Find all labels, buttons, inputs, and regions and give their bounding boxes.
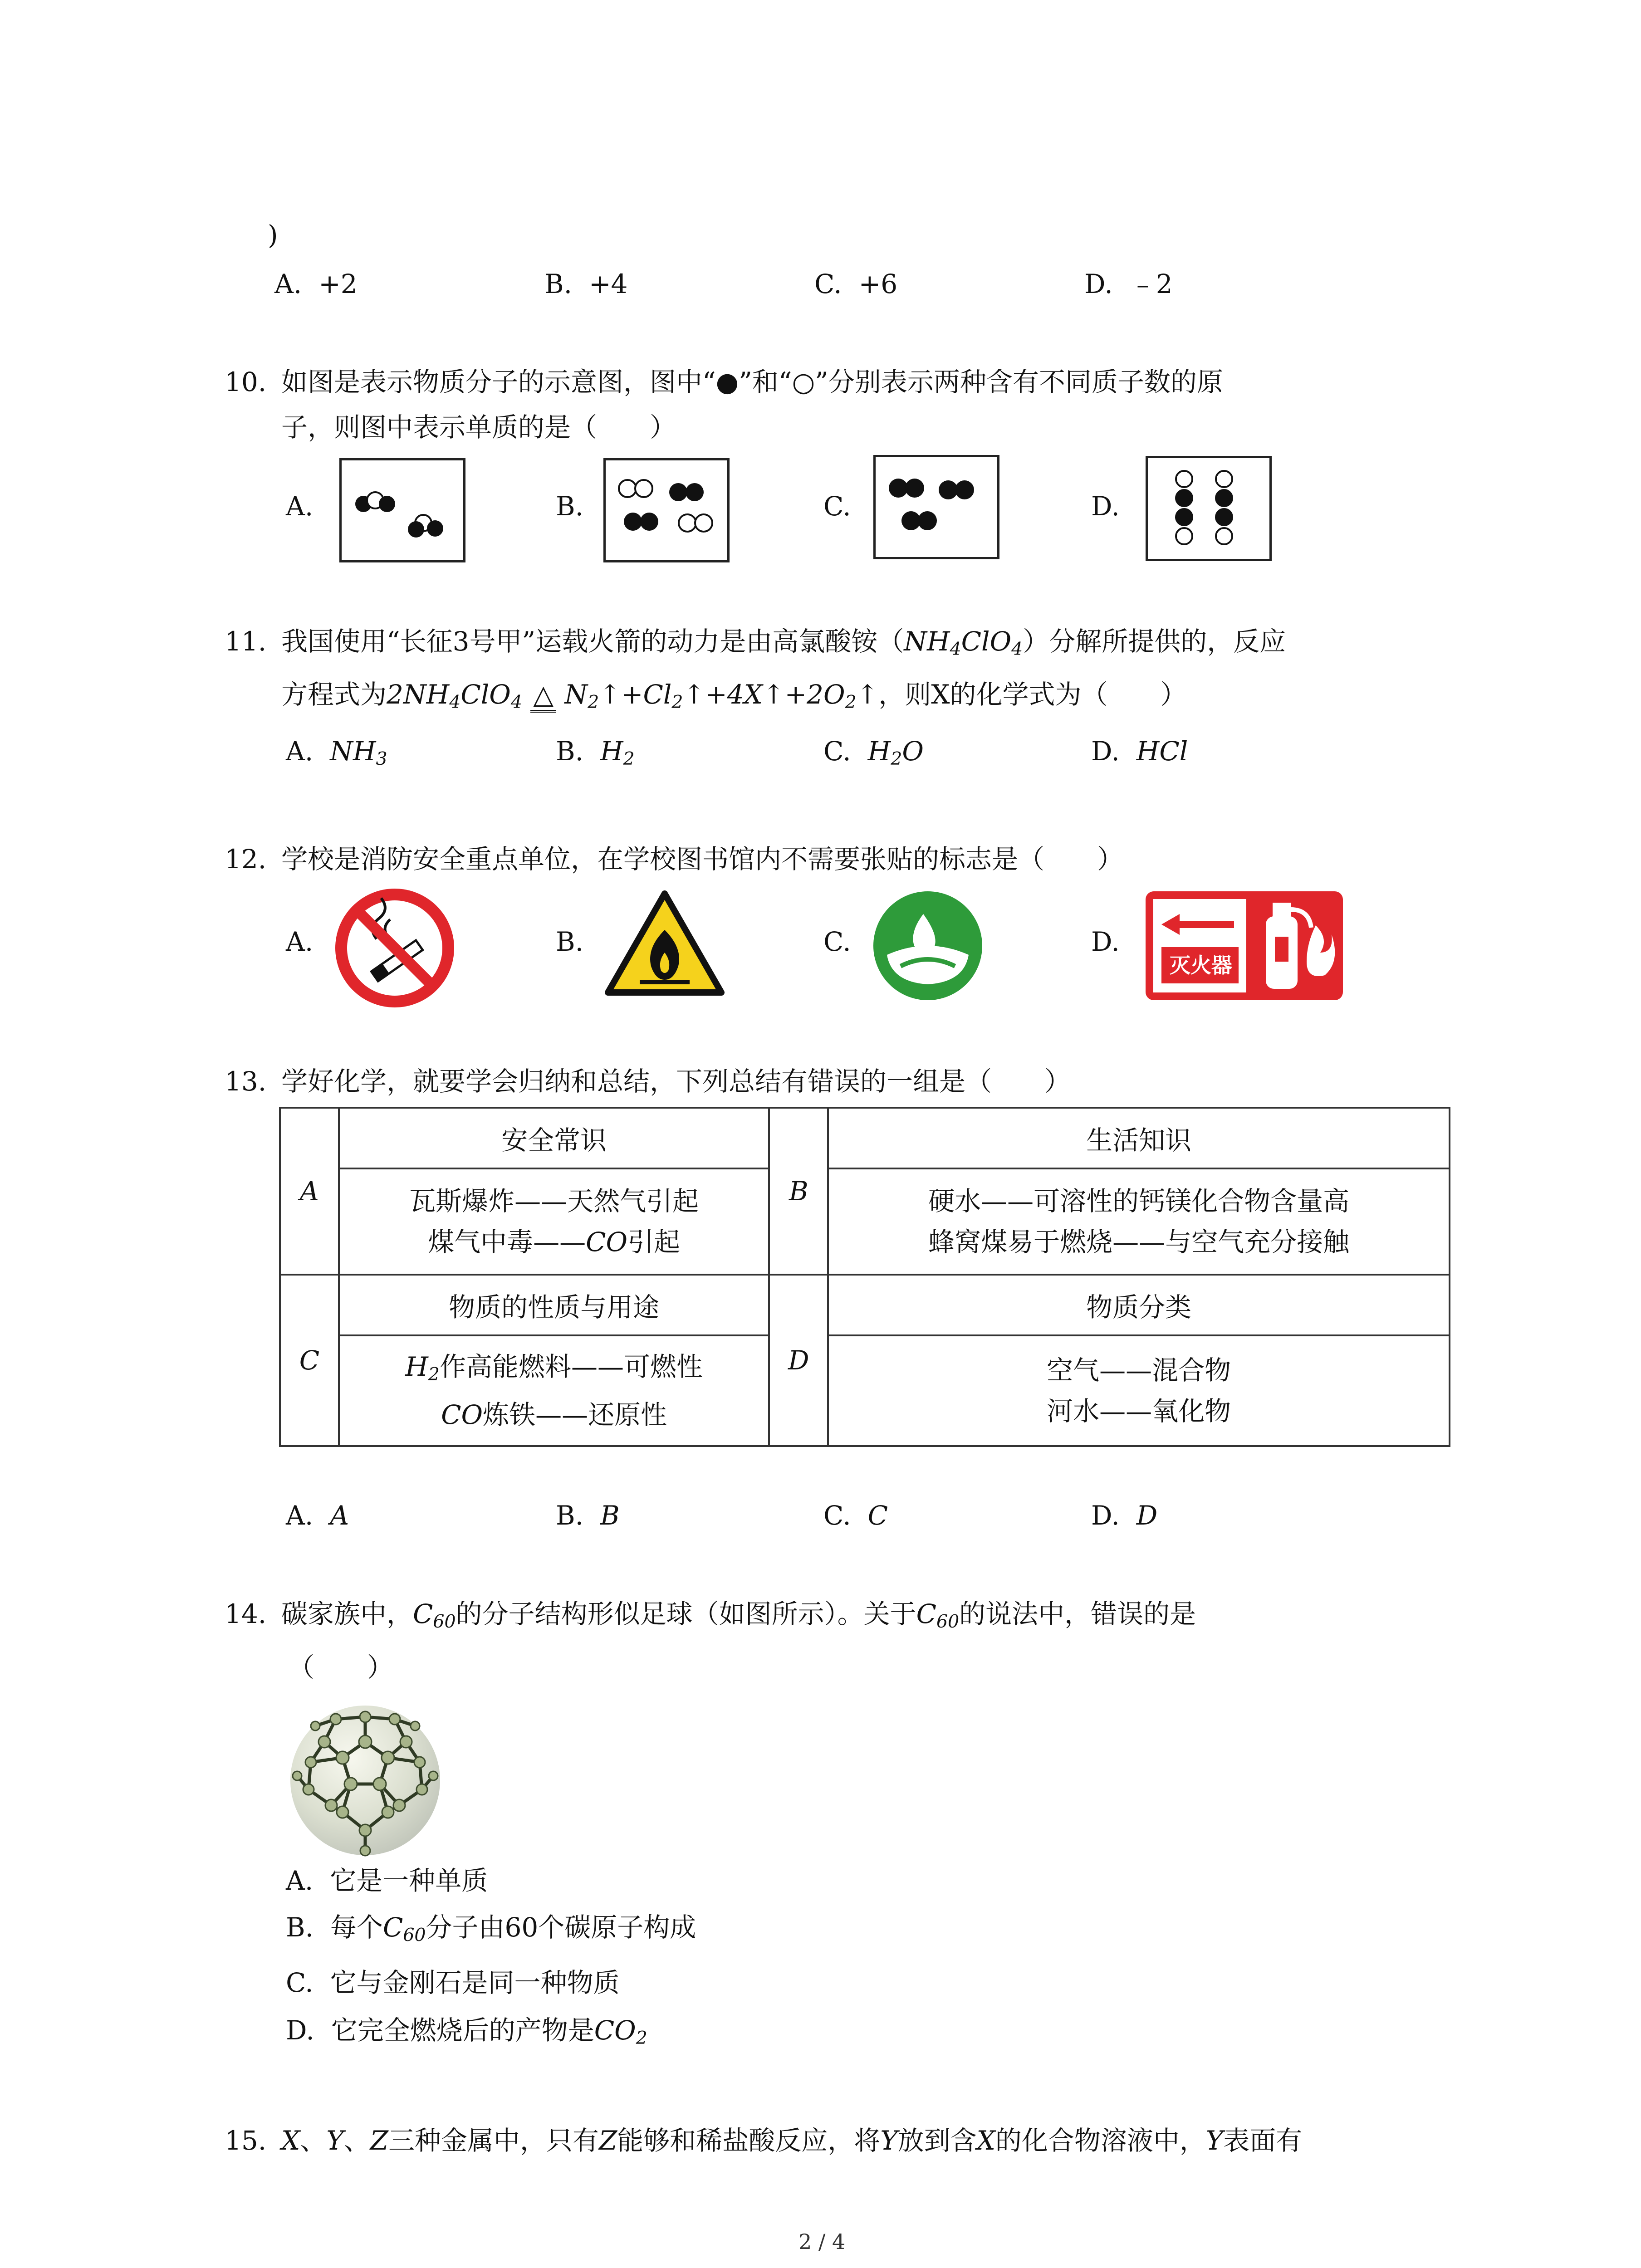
option-a: A. +2 bbox=[274, 269, 358, 299]
cell-body-b: 硬水——可溶性的钙镁化合物含量高 蜂窝煤易于燃烧——与空气充分接触 bbox=[828, 1168, 1450, 1275]
option-d: D. ﹣2 bbox=[1084, 269, 1173, 299]
molecule-diagram-d bbox=[1146, 456, 1272, 561]
cell-label-a: A bbox=[280, 1108, 339, 1275]
cell-head-d: 物质分类 bbox=[828, 1275, 1450, 1335]
q10-option-b-label: B. bbox=[556, 491, 584, 522]
cell-label-c: C bbox=[280, 1275, 339, 1446]
q12-option-d-label: D. bbox=[1091, 926, 1120, 957]
q11-option-a: A. $NH_3$ bbox=[286, 736, 387, 769]
molecule-diagram-a bbox=[339, 458, 465, 562]
fire-extinguisher-sign bbox=[1143, 889, 1345, 1002]
reaction-equation: $2NH_4ClO_4$ △ $N_2↑+Cl_2↑+4X↑+2O_2↑$ bbox=[387, 679, 879, 713]
q11-number: 11. bbox=[225, 626, 267, 657]
water-saving-sign bbox=[869, 887, 987, 1005]
q10-number: 10. bbox=[225, 367, 267, 397]
no-smoking-sign bbox=[333, 887, 456, 1009]
flammable-warning-sign bbox=[603, 889, 726, 998]
q13-text: 学好化学，就要学会归纳和总结，下列总结有错误的一组是（ ） bbox=[281, 1066, 1071, 1097]
q14-line1: 碳家族中，$C_{60}$的分子结构形似足球（如图所示）。关于$C_{60}$的说法中，错误的是 bbox=[281, 1598, 1196, 1632]
q10-option-c-label: C. bbox=[823, 491, 851, 522]
molecule-diagram-c bbox=[873, 455, 999, 559]
cell-body-a: 瓦斯爆炸——天然气引起 煤气中毒——CO引起 bbox=[339, 1168, 769, 1275]
formula-nh4clo4: $NH_4ClO_4$ bbox=[904, 626, 1023, 660]
q13-option-c: C. C bbox=[823, 1500, 888, 1531]
closing-paren: ) bbox=[268, 220, 278, 250]
cell-body-d: 空气——混合物 河水——氧化物 bbox=[828, 1335, 1450, 1446]
q12-number: 12. bbox=[225, 844, 267, 875]
q11-option-b: B. $H_2$ bbox=[556, 736, 635, 769]
q10-option-a-label: A. bbox=[286, 491, 314, 522]
cell-head-b: 生活知识 bbox=[828, 1108, 1450, 1168]
fire-extinguisher-label: 灭火器 bbox=[1170, 953, 1232, 978]
q11-line1: 我国使用“长征3号甲”运载火箭的动力是由高氯酸铵$(NH_4ClO_4)$分解所提供的，反应 bbox=[281, 626, 1286, 660]
q11-line2: 方程式为$2NH_4ClO_4$ △ $N_2↑+Cl_2↑+4X↑+2O_2↑$，则X的化学式为（ ） bbox=[281, 679, 1187, 713]
option-c: C. +6 bbox=[814, 269, 898, 299]
cell-head-a: 安全常识 bbox=[339, 1108, 769, 1168]
summary-table bbox=[279, 1107, 1450, 1447]
q10-option-d-label: D. bbox=[1091, 491, 1120, 522]
option-b: B. +4 bbox=[544, 269, 628, 299]
q11-option-c: C. $H_2O$ bbox=[823, 736, 924, 769]
q13-option-a: A. A bbox=[286, 1500, 349, 1531]
q14-option-a: A. 它是一种单质 bbox=[286, 1865, 488, 1896]
q12-text: 学校是消防安全重点单位，在学校图书馆内不需要张贴的标志是（ ） bbox=[281, 844, 1124, 875]
q13-option-b: B. B bbox=[556, 1500, 620, 1531]
q15-number: 15. bbox=[225, 2125, 267, 2156]
q13-option-d: D. D bbox=[1091, 1500, 1158, 1531]
q14-option-c: C. 它与金刚石是同一种物质 bbox=[286, 1967, 620, 1998]
q14-option-b: B. 每个$C_{60}$分子由60个碳原子构成 bbox=[286, 1912, 696, 1945]
c60-fullerene-image bbox=[279, 1699, 451, 1862]
cell-label-b: B bbox=[769, 1108, 828, 1275]
q11-option-d: D. HCl bbox=[1091, 736, 1188, 767]
q14-line2: （ ） bbox=[288, 1652, 394, 1683]
q12-option-c-label: C. bbox=[823, 926, 851, 957]
cell-label-d: D bbox=[769, 1275, 828, 1446]
q13-number: 13. bbox=[225, 1066, 267, 1097]
q12-option-b-label: B. bbox=[556, 926, 584, 957]
q12-option-a-label: A. bbox=[286, 926, 314, 957]
cell-body-c: $H_2$作高能燃料——可燃性 CO炼铁——还原性 bbox=[339, 1335, 769, 1446]
q14-number: 14. bbox=[225, 1598, 267, 1629]
q10-line1: 如图是表示物质分子的示意图，图中“●”和“○”分别表示两种含有不同质子数的原 bbox=[281, 367, 1223, 397]
molecule-diagram-b bbox=[603, 458, 730, 562]
cell-head-c: 物质的性质与用途 bbox=[339, 1275, 769, 1335]
q14-option-d: D. 它完全燃烧后的产物是$CO_2$ bbox=[286, 2015, 647, 2048]
q10-line2: 子，则图中表示单质的是（ ） bbox=[281, 412, 676, 443]
page-number: 2 / 4 bbox=[798, 2229, 846, 2254]
q15-text: X、Y、Z三种金属中，只有Z能够和稀盐酸反应，将Y放到含X的化合物溶液中，Y表面有 bbox=[281, 2125, 1303, 2156]
